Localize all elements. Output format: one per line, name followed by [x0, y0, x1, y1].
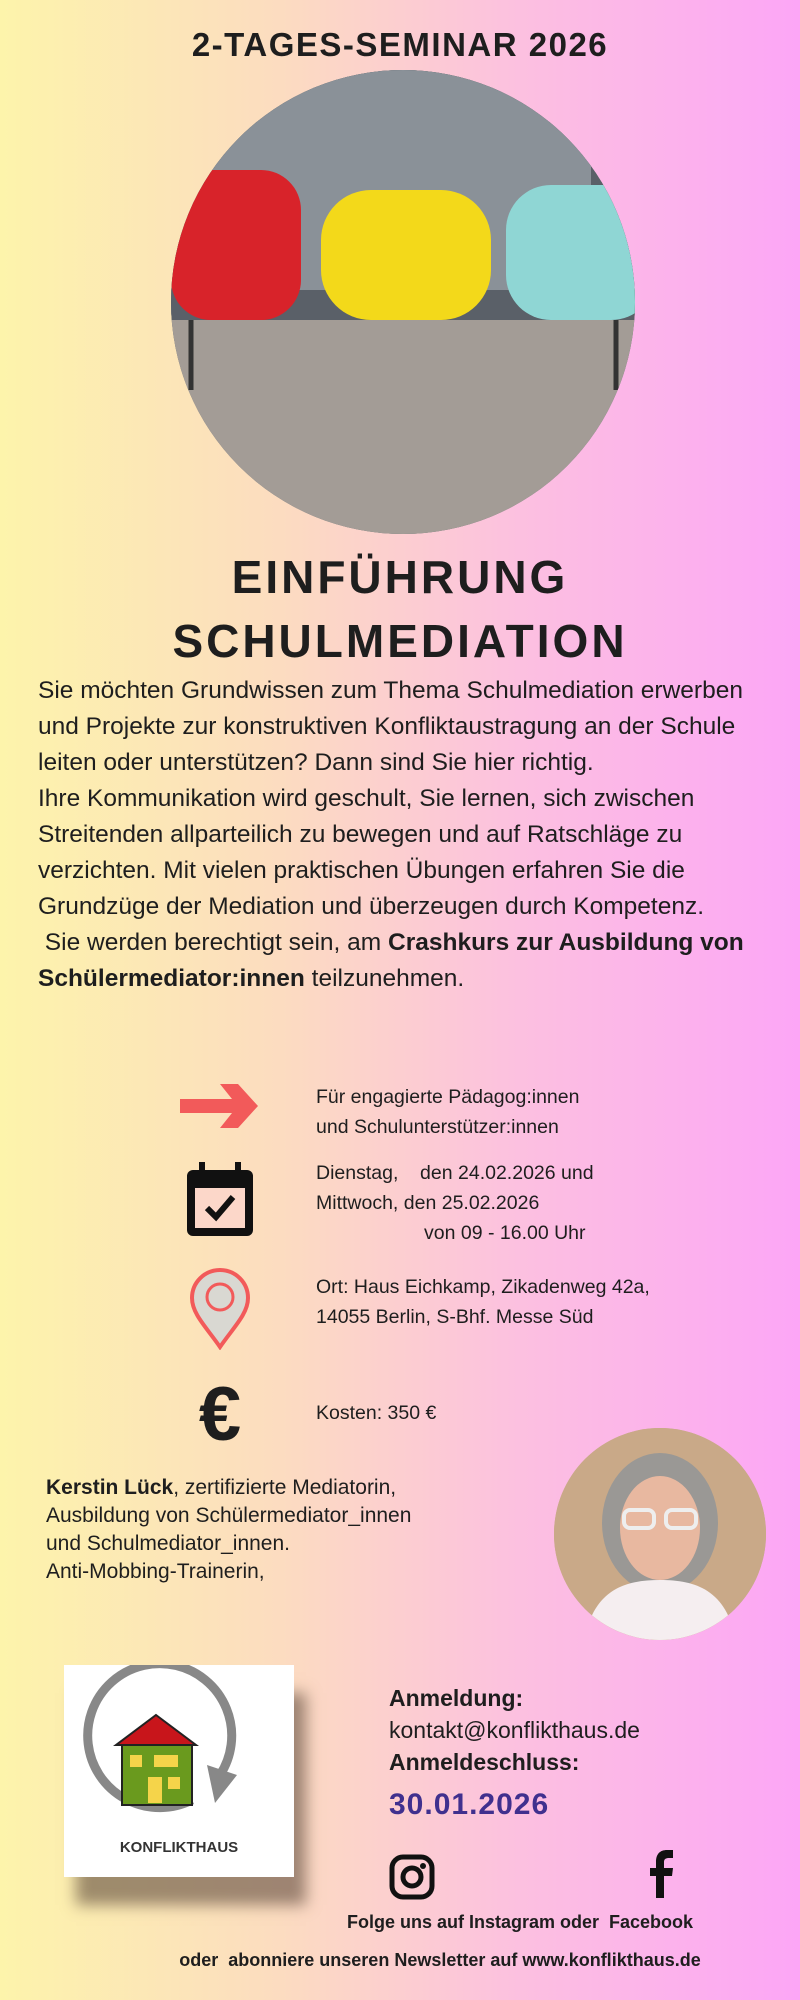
audience-info [316, 1082, 579, 1142]
instagram-icon[interactable] [389, 1854, 435, 1905]
trainer-info [46, 1474, 411, 1586]
location-info [316, 1272, 650, 1332]
registration [389, 1682, 640, 1778]
intro-p3-pre: Sie werden berechtigt sein, am [38, 929, 388, 956]
deadline-label: Anmeldeschluss: [389, 1749, 580, 1775]
deadline-date: 30.01.2026 [389, 1788, 550, 1821]
arrow-right-icon [180, 1084, 260, 1128]
trainer-portrait [554, 1428, 766, 1640]
course-heading [0, 545, 800, 673]
trainer-name: Kerstin Lück [46, 1476, 174, 1499]
trainer-line: Ausbildung von Schülermediator_innen [46, 1504, 412, 1527]
intro-p3 [38, 925, 768, 997]
trainer-line: Anti-Mobbing-Trainerin, [46, 1560, 265, 1583]
cost-info: Kosten: 350 € [316, 1402, 437, 1424]
facebook-icon[interactable] [648, 1850, 674, 1903]
konflikthaus-logo [64, 1665, 294, 1877]
date-line: Dienstag, den 24.02.2026 und [316, 1162, 594, 1184]
intro-text [38, 673, 768, 997]
registration-email-link[interactable]: kontakt@konflikthaus.de [389, 1717, 640, 1743]
intro-p3-post: teilzunehmen. [304, 965, 465, 992]
time-line: von 09 - 16.00 Uhr [424, 1222, 586, 1244]
date-info [316, 1158, 594, 1248]
calendar-check-icon [180, 1162, 260, 1238]
date-line: Mittwoch, den 25.02.2026 [316, 1192, 540, 1214]
heading-line-2: SCHULMEDIATION [172, 615, 628, 667]
seminar-title: 2-TAGES-SEMINAR 2026 [191, 26, 609, 63]
intro-p1: Sie möchten Grundwissen zum Thema Schulmediation erwerben und Projekte zur konstruktiven Konfliktaustragung an der Schule leiten oder unterstützen? Dann sind Sie hier richtig. [38, 677, 743, 776]
intro-p2: Ihre Kommunikation wird geschult, Sie lernen, sich zwischen Streitenden allparteilich zu bewegen und auf Ratschläge zu verzichten. Mit vielen praktischen Übungen erfahren Sie die Grundzüge der Mediation und überzeugen durch Kompetenz. [38, 785, 705, 920]
chairs-photo [171, 70, 635, 534]
registration-label: Anmeldung: [389, 1685, 524, 1711]
crashkurs-highlight: Crashkurs zur Ausbildung von Schülermediator:innen [38, 929, 744, 992]
location-line: 14055 Berlin, S-Bhf. Messe Süd [316, 1306, 594, 1328]
newsletter-text: oder abonniere unseren Newsletter auf www.konflikthaus.de [179, 1950, 701, 1970]
location-pin-icon [180, 1268, 260, 1350]
social-follow-text: Folge uns auf Instagram oder Facebook [346, 1912, 694, 1932]
audience-line: und Schulunterstützer:innen [316, 1116, 559, 1138]
logo-text: KONFLIKTHAUS [119, 1839, 239, 1856]
trainer-line: und Schulmediator_innen. [46, 1532, 291, 1555]
audience-line: Für engagierte Pädagog:innen [316, 1086, 580, 1108]
heading-line-1: EINFÜHRUNG [231, 551, 569, 603]
trainer-title: , zertifizierte Mediatorin, [173, 1476, 397, 1499]
euro-icon: € [198, 1372, 242, 1457]
location-line: Ort: Haus Eichkamp, Zikadenweg 42a, [316, 1276, 650, 1298]
